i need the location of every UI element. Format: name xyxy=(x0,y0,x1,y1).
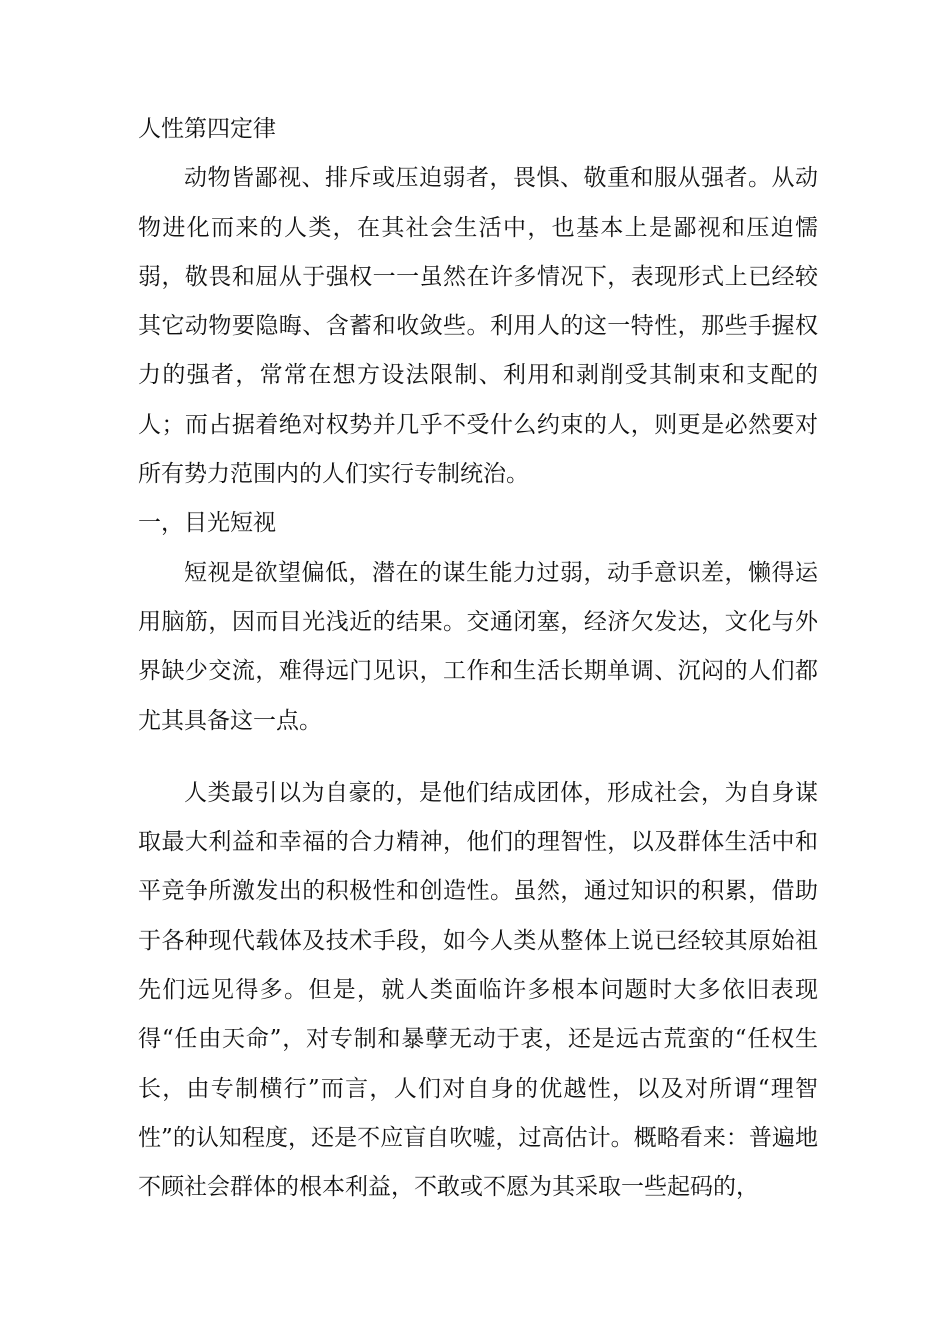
document-title: 人性第四定律 xyxy=(138,116,276,142)
document-body xyxy=(138,105,818,1213)
section-heading: 一，目光短视 xyxy=(138,510,276,537)
body-paragraph: 短视是欲望偏低，潜在的谋生能力过弱，动手意识差，懒得运用脑筋，因而目光浅近的结果。交通闭塞，经济欠发达，文化与外界缺少交流，难得远门见识，工作和生活长期单调、沉闷的人们都尤其具备这一点。 xyxy=(138,559,818,734)
intro-paragraph: 动物皆鄙视、排斥或压迫弱者，畏惧、敬重和服从强者。从动物进化而来的人类，在其社会生活中，也基本上是鄙视和压迫懦弱，敬畏和屈从于强权一一虽然在许多情况下，表现形式上已经较其它动物要隐晦、含蓄和收敛些。利用人的这一特性，那些手握权力的强者，常常在想方设法限制、利用和剥削受其制束和支配的人；而占据着绝对权势并几乎不受什么约束的人，则更是必然要对所有势力范围内的人们实行专制统治。 xyxy=(138,165,818,488)
body-paragraph: 人类最引以为自豪的，是他们结成团体，形成社会，为自身谋取最大利益和幸福的合力精神，他们的理智性，以及群体生活中和平竞争所激发出的积极性和创造性。虽然，通过知识的积累，借助于各种现代载体及技术手段，如今人类从整体上说已经较其原始祖先们远见得多。但是，就人类面临许多根本问题时大多依旧表现得“任由天命”，对专制和暴孽无动于衷，还是远古荒蛮的“任权生长，由专制横行”而言，人们对自身的优越性，以及对所谓“理智性”的认知程度，还是不应盲自吹嘘，过高估计。概略看来：普遍地不顾社会群体的根本利益，不敢或不愿为其采取一些起码的， xyxy=(138,779,818,1201)
